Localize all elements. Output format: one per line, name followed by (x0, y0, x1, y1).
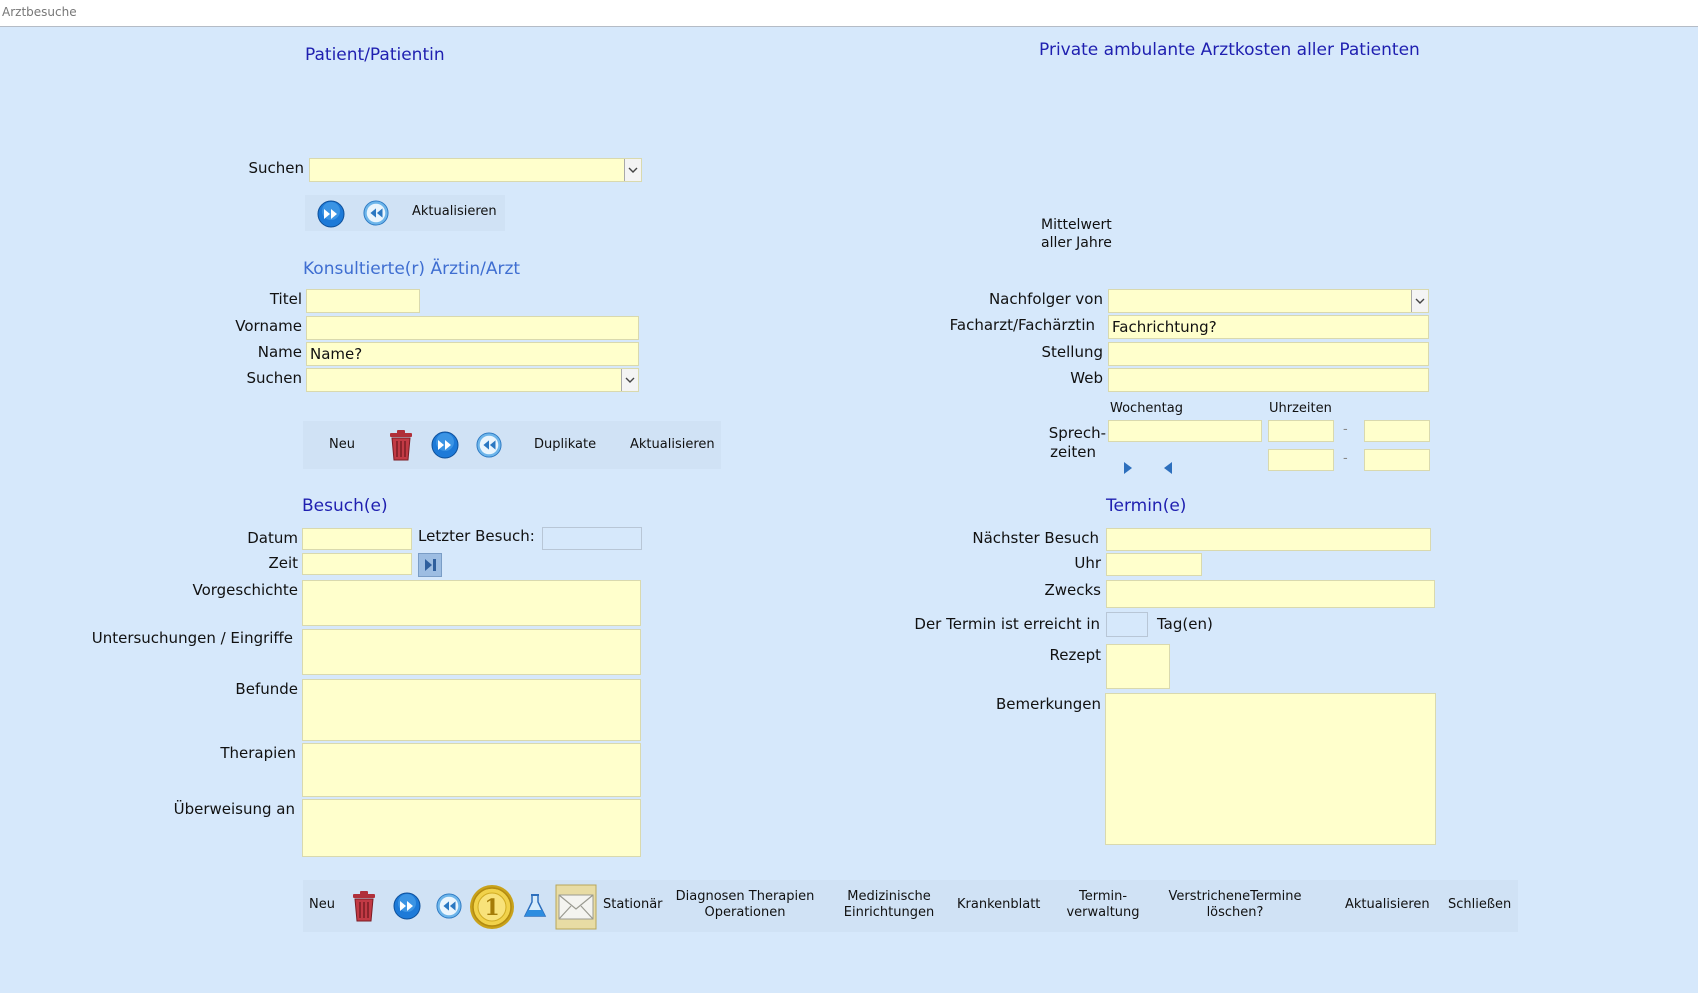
days-label: Tag(en) (1157, 615, 1213, 633)
diagnoses-button[interactable] (675, 889, 815, 921)
office-hours-label-line1: Sprech- (1048, 424, 1106, 442)
findings-label: Befunde (235, 680, 298, 698)
specialist-label: Facharzt/Fachärztin (949, 316, 1095, 334)
visit-time-label: Zeit (268, 554, 298, 572)
next-visit-field[interactable] (1106, 528, 1431, 551)
patient-refresh-button[interactable]: Aktualisieren (412, 204, 497, 219)
envelope-icon[interactable] (555, 884, 597, 930)
appointments-line1: Termin- (1078, 889, 1128, 904)
successor-label: Nachfolger von (988, 290, 1103, 308)
expired-line2: löschen? (1206, 905, 1264, 920)
clock-field[interactable] (1106, 553, 1202, 576)
therapies-label: Therapien (220, 744, 296, 762)
weekday-field[interactable] (1108, 420, 1262, 442)
hours-start-field-1[interactable] (1268, 420, 1334, 442)
clock-label: Uhr (1074, 554, 1101, 572)
average-label-line2: aller Jahre (1041, 235, 1112, 251)
next-record-icon[interactable] (317, 200, 345, 228)
visit-time-field[interactable] (302, 553, 412, 575)
coin-number: 1 (484, 895, 500, 921)
purpose-label: Zwecks (1044, 581, 1101, 599)
doctor-duplicates-button[interactable]: Duplikate (534, 437, 597, 452)
next-visit-label: Nächster Besuch (972, 529, 1099, 547)
specialist-field[interactable]: Fachrichtung? (1108, 315, 1429, 339)
doctor-search-label: Suchen (246, 369, 302, 387)
medical-chart-button[interactable]: Krankenblatt (957, 897, 1041, 912)
office-hours-label-line2: zeiten (1050, 443, 1096, 461)
doctor-firstname-label: Vorname (235, 317, 302, 335)
referral-textarea[interactable] (302, 799, 641, 857)
doctor-new-button[interactable]: Neu (329, 437, 355, 452)
history-textarea[interactable] (302, 580, 641, 626)
window-title: Arztbesuche (2, 5, 77, 19)
appointment-management-button[interactable] (1063, 889, 1143, 921)
previous-record-icon[interactable] (476, 432, 502, 458)
exams-label: Untersuchungen / Eingriffe (91, 629, 293, 647)
purpose-field[interactable] (1106, 580, 1435, 608)
therapies-textarea[interactable] (302, 743, 641, 797)
doctor-name-label: Name (257, 343, 302, 361)
web-field[interactable] (1108, 368, 1429, 392)
next-record-icon[interactable] (393, 892, 421, 920)
visit-date-field[interactable] (302, 528, 412, 550)
prescription-field[interactable] (1106, 644, 1170, 689)
bottom-toolbar (303, 880, 1518, 932)
skip-to-end-icon[interactable] (418, 553, 442, 577)
medical-facilities-button[interactable] (839, 889, 939, 921)
patient-search-combobox[interactable] (309, 158, 642, 182)
successor-combobox[interactable] (1108, 289, 1429, 313)
hours-start-field-2[interactable] (1268, 449, 1334, 471)
web-label: Web (1070, 369, 1103, 387)
reached-in-label: Der Termin ist erreicht in (914, 615, 1100, 633)
weekday-label: Wochentag (1110, 401, 1183, 416)
refresh-button[interactable]: Aktualisieren (1345, 897, 1430, 912)
patient-heading: Patient/Patientin (305, 45, 445, 65)
chevron-down-icon[interactable] (1411, 290, 1428, 312)
patient-search-label: Suchen (248, 159, 304, 177)
last-visit-label: Letzter Besuch: (418, 527, 535, 545)
doctor-toolbar (303, 421, 721, 469)
diagnoses-line1: Diagnosen Therapien (675, 889, 815, 904)
position-label: Stellung (1041, 343, 1103, 361)
days-field (1106, 612, 1148, 637)
visit-heading: Besuch(e) (302, 496, 388, 516)
patient-nav-bar (305, 195, 505, 231)
medical-line1: Medizinische (847, 889, 931, 904)
coin-icon[interactable] (469, 884, 515, 930)
next-weekday-icon[interactable] (1122, 461, 1134, 475)
doctor-title-label: Titel (269, 290, 302, 308)
findings-textarea[interactable] (302, 679, 641, 741)
previous-record-icon[interactable] (363, 200, 389, 226)
window-titlebar (0, 0, 1698, 27)
visit-date-label: Datum (247, 529, 298, 547)
appointments-line2: verwaltung (1066, 905, 1140, 920)
times-label: Uhrzeiten (1269, 401, 1332, 416)
diagnoses-line2: Operationen (704, 905, 786, 920)
trash-icon[interactable] (388, 429, 414, 461)
chevron-down-icon[interactable] (621, 369, 638, 391)
chevron-down-icon[interactable] (624, 159, 641, 181)
time-dash-1: - (1343, 422, 1348, 437)
previous-weekday-icon[interactable] (1162, 461, 1174, 475)
doctor-search-combobox[interactable] (306, 368, 639, 392)
costs-heading: Private ambulante Arztkosten aller Patienten (1039, 40, 1420, 60)
doctor-title-field[interactable] (306, 289, 420, 313)
expired-line1: VerstricheneTermine (1168, 889, 1302, 904)
appointment-heading: Termin(e) (1106, 496, 1187, 516)
referral-label: Überweisung an (173, 800, 295, 818)
hours-end-field-1[interactable] (1364, 420, 1430, 442)
position-field[interactable] (1108, 342, 1429, 366)
remarks-label: Bemerkungen (995, 695, 1101, 713)
previous-record-icon[interactable] (436, 893, 462, 919)
flask-icon[interactable] (523, 893, 547, 919)
visit-new-button[interactable]: Neu (309, 897, 335, 912)
delete-expired-appointments-button[interactable] (1165, 889, 1305, 921)
hours-end-field-2[interactable] (1364, 449, 1430, 471)
average-label-line1: Mittelwert (1041, 217, 1112, 233)
remarks-textarea[interactable] (1105, 693, 1436, 845)
close-button[interactable]: Schließen (1448, 897, 1512, 912)
last-visit-field (542, 527, 642, 550)
time-dash-2: - (1343, 451, 1348, 466)
doctor-firstname-field[interactable] (306, 316, 639, 340)
exams-textarea[interactable] (302, 629, 641, 675)
next-record-icon[interactable] (431, 431, 459, 459)
medical-line2: Einrichtungen (843, 905, 935, 920)
history-label: Vorgeschichte (192, 581, 298, 599)
inpatient-button[interactable]: Stationär (603, 897, 663, 912)
doctor-name-field[interactable]: Name? (306, 342, 639, 366)
doctor-refresh-button[interactable]: Aktualisieren (630, 437, 715, 452)
doctor-heading: Konsultierte(r) Ärztin/Arzt (303, 259, 521, 279)
trash-icon[interactable] (351, 890, 377, 922)
prescription-label: Rezept (1049, 646, 1101, 664)
